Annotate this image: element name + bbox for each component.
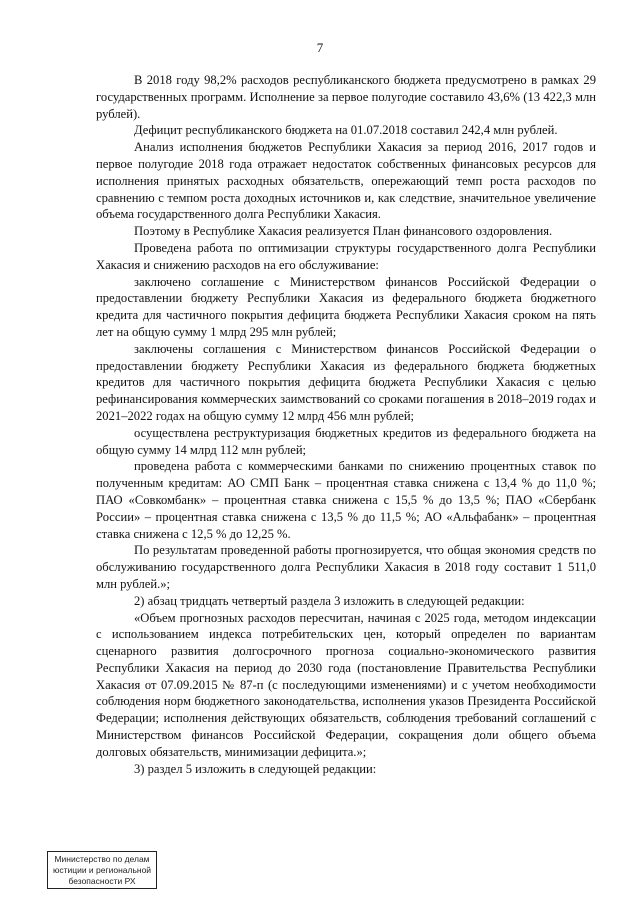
registration-stamp bbox=[47, 851, 157, 889]
document-body bbox=[96, 72, 596, 777]
paragraph-6: заключено соглашение с Министерством финансов Российской Федерации о предоставлении бюджету Республики Хакасия из федерального бюджета бюджетного кредита для частичного покрытия дефицита бюджета Республики Хакасия сроком на пять лет на общую сумму 1 млрд 295 млн рублей; bbox=[96, 274, 596, 339]
paragraph-1: В 2018 году 98,2% расходов республиканского бюджета предусмотрено в рамках 29 государственных программ. Исполнение за первое полугодие составило 43,6% (13 422,3 млн рублей). bbox=[96, 73, 596, 121]
paragraph-13: 3) раздел 5 изложить в следующей редакции: bbox=[134, 761, 377, 776]
paragraph-12: «Объем прогнозных расходов пересчитан, начиная с 2025 года, методом индексации с использованием индекса потребительских цен, который определен по вариантам сценарного развития долгосрочного прогноза социально-экономического развития Республики Хакасия на период до 2030 года (постановление Правительства Республики Хакасия от 07.09.2015 № 87-п (с последующими изменениями) и с учетом необходимости соблюдения норм бюджетного законодательства, исполнения указов Президента Российской Федерации; исполнения действующих обязательств, соблюдения требований соглашений с Министерством финансов Российской Федерации, сокращения доли общего объема долговых обязательств, минимизации дефицита.»; bbox=[96, 610, 596, 759]
page-number: 7 bbox=[316, 40, 324, 55]
paragraph-5: Проведена работа по оптимизации структуры государственного долга Республики Хакасия и снижению расходов на его обслуживание: bbox=[96, 240, 596, 272]
stamp-line-1: Министерство по делам bbox=[54, 854, 150, 864]
paragraph-2: Дефицит республиканского бюджета на 01.07.2018 составил 242,4 млн рублей. bbox=[134, 123, 558, 138]
paragraph-10: По результатам проведенной работы прогнозируется, что общая экономия средств по обслуживанию государственного долга Республики Хакасия в 2018 году составит 1 511,0 млн рублей.»; bbox=[96, 543, 596, 591]
paragraph-7: заключены соглашения с Министерством финансов Российской Федерации о предоставлении бюджету Республики Хакасия из федерального бюджета бюджетных кредитов для частичного покрытия дефицита бюджета Республики Хакасия с целью рефинансирования коммерческих заимствований со сроками погашения в 2018–2019 годах и 2021–2022 годах на общую сумму 12 млрд 456 млн рублей; bbox=[96, 341, 596, 423]
paragraph-4: Поэтому в Республике Хакасия реализуется План финансового оздоровления. bbox=[134, 224, 553, 239]
paragraph-8: осуществлена реструктуризация бюджетных кредитов из федерального бюджета на общую сумму 14 млрд 112 млн рублей; bbox=[96, 425, 596, 457]
paragraph-11: 2) абзац тридцать четвертый раздела 3 изложить в следующей редакции: bbox=[134, 593, 525, 608]
paragraph-3: Анализ исполнения бюджетов Республики Хакасия за период 2016, 2017 годов и первое полугодие 2018 года отражает недостаток собственных финансовых ресурсов для исполнения принятых расходных обязательств, опережающий темп роста расходов по сравнению с темпом роста доходных источников и, как следствие, значительное увеличение объема государственного долга Республики Хакасия. bbox=[96, 140, 596, 222]
stamp-line-2: юстиции и региональной bbox=[52, 865, 152, 875]
paragraph-9: проведена работа с коммерческими банками по снижению процентных ставок по полученным кредитам: АО СМП Банк – процентная ставка снижена с 13,4 % до 11,0 %; ПАО «Совкомбанк» – процентная ставка снижена с 15,5 % до 13,5 %; ПАО «Сбербанк России» – процентная ставка снижена с 13,5 % до 11,5 %; АО «Альфабанк» – процентная ставка снижена с 12,5 % до 12,25 %. bbox=[96, 459, 596, 541]
stamp-line-3: безопасности РХ bbox=[68, 876, 136, 886]
